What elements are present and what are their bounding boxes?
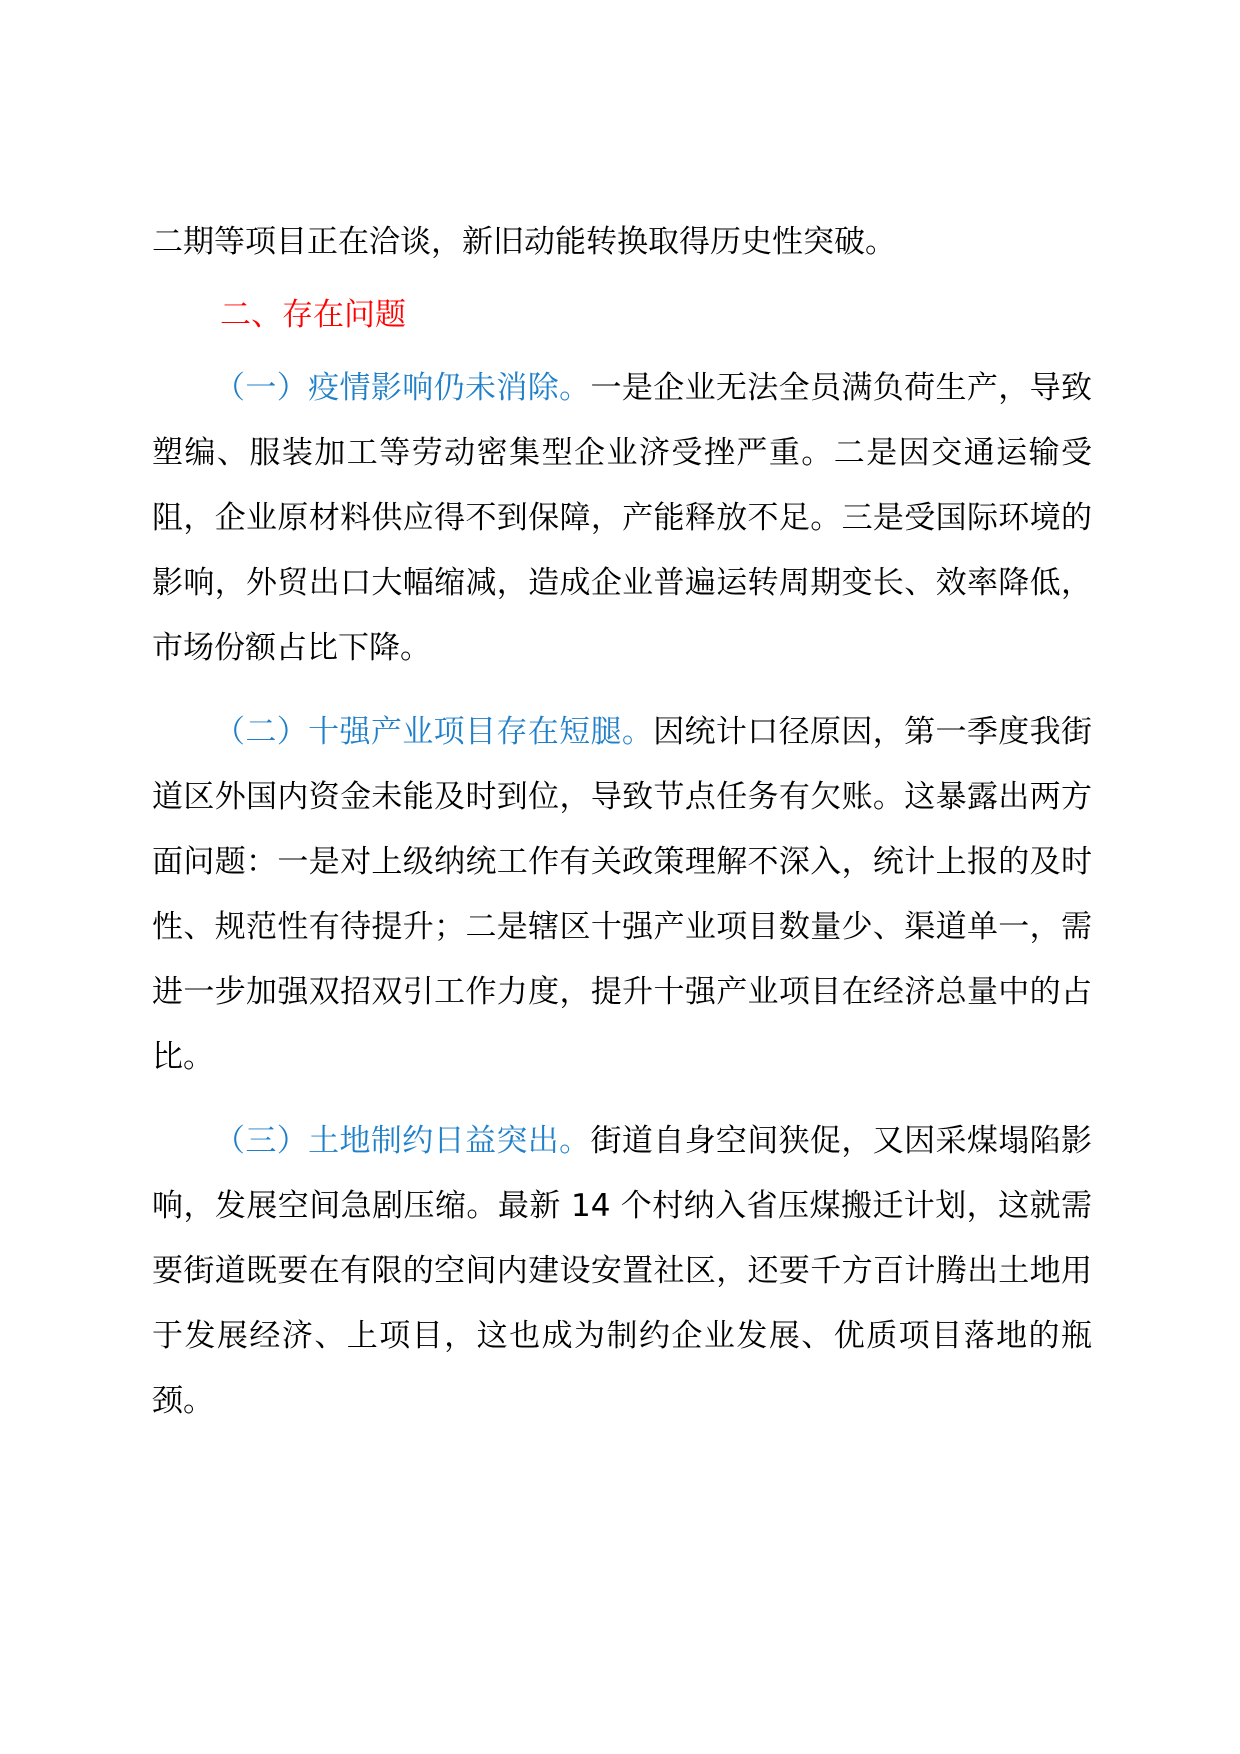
problem-heading-2: （二）十强产业项目存在短腿。 xyxy=(214,714,654,750)
problem-heading-3: （三）土地制约日益突出。 xyxy=(214,1123,591,1159)
intro-paragraph: 二期等项目正在洽谈，新旧动能转换取得历史性突破。 xyxy=(152,224,896,260)
problem-paragraph-1 xyxy=(152,356,1092,681)
document-body xyxy=(152,210,1092,1434)
problem-heading-1: （一）疫情影响仍未消除。 xyxy=(214,370,591,406)
problem-text-1: 一是企业无法全员满负荷生产，导致塑编、服装加工等劳动密集型企业济受挫严重。二是因交通运输受阻，企业原材料供应得不到保障，产能释放不足。三是受国际环境的影响，外贸出口大幅缩减，造成企业普遍运转周期变长、效率降低，市场份额占比下降。 xyxy=(152,370,1093,666)
problem-text-2: 因统计口径原因，第一季度我街道区外国内资金未能及时到位，导致节点任务有欠账。这暴露出两方面问题：一是对上级纳统工作有关政策理解不深入，统计上报的及时性、规范性有待提升；二是辖区十强产业项目数量少、渠道单一，需进一步加强双招双引工作力度，提升十强产业项目在经济总量中的占比。 xyxy=(152,714,1093,1075)
section-heading: 二、存在问题 xyxy=(220,297,406,333)
problem-text-3: 街道自身空间狭促，又因采煤塌陷影响，发展空间急剧压缩。最新 14 个村纳入省压煤搬迁计划，这就需要街道既要在有限的空间内建设安置社区，还要千方百计腾出土地用于发展经济、上项目，这也成为制约企业发展、优质项目落地的瓶颈。 xyxy=(152,1123,1093,1419)
problem-paragraph-3 xyxy=(152,1109,1092,1434)
problem-paragraph-2 xyxy=(152,700,1092,1090)
